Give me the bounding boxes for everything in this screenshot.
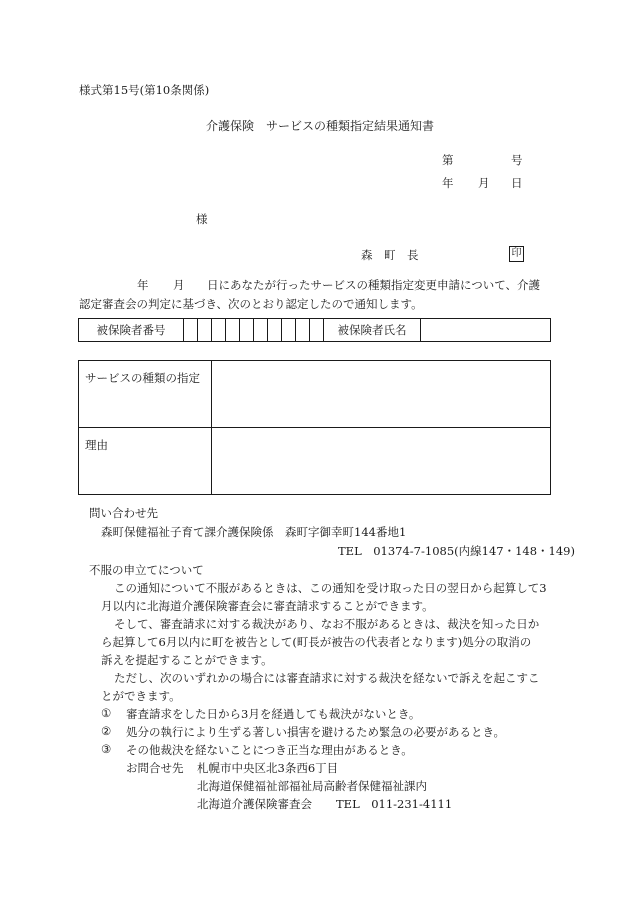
- contact-tel: TEL 011-231-4111: [336, 797, 453, 811]
- appeal-item-text: 処分の執行により生ずる著しい損害を避けるため緊急の必要があるとき。: [126, 725, 506, 739]
- digit-cell[interactable]: [254, 319, 268, 342]
- body-month: 月: [173, 278, 185, 292]
- issuer: 森 町 長: [361, 248, 419, 262]
- appeal-item-mark: ②: [101, 724, 112, 738]
- contact-council: 北海道介護保険審査会: [197, 797, 312, 811]
- inquiry-tel: TEL 01374-7-1085(内線147・148・149): [338, 544, 575, 558]
- insured-name-label: 被保険者氏名: [324, 319, 421, 342]
- appeal-heading: 不服の申立てについて: [89, 563, 204, 577]
- body-line-1: 日にあなたが行ったサービスの種類指定変更申請について、介護: [207, 278, 541, 292]
- inquiry-heading: 問い合わせ先: [89, 506, 158, 520]
- body-line-2: 認定審査会の判定に基づき、次のとおり認定したので通知します。: [79, 297, 423, 311]
- appeal-paragraph-2-line: そして、審査請求に対する裁決があり、なお不服があるときは、裁決を知った日か: [114, 617, 540, 631]
- insured-name-value[interactable]: [421, 319, 551, 342]
- date-day: 日: [511, 176, 523, 190]
- appeal-item-text: 審査請求をした日から3月を経過しても裁決がないとき。: [126, 707, 421, 721]
- digit-cell[interactable]: [240, 319, 254, 342]
- digit-cell[interactable]: [310, 319, 324, 342]
- contact-address: 札幌市中央区北3条西6丁目: [197, 761, 339, 775]
- digit-cell[interactable]: [198, 319, 212, 342]
- appeal-paragraph-2-line: 訴えを提起することができます。: [101, 653, 273, 667]
- appeal-item-mark: ③: [101, 742, 112, 756]
- service-type-label: サービスの種類の指定: [79, 361, 212, 428]
- addressee-suffix: 様: [196, 212, 208, 226]
- digit-cell[interactable]: [184, 319, 198, 342]
- contact-label: お問合せ先: [126, 761, 184, 775]
- service-table: [78, 360, 551, 495]
- insured-id-table: [78, 318, 551, 342]
- contact-department: 北海道保健福祉部福祉局高齢者保健福祉課内: [197, 779, 427, 793]
- seal-mark: 印: [509, 246, 524, 262]
- digit-cell[interactable]: [296, 319, 310, 342]
- appeal-paragraph-3-line: とができます。: [101, 689, 181, 703]
- date-month: 月: [478, 176, 490, 190]
- digit-cell[interactable]: [282, 319, 296, 342]
- appeal-paragraph-1-line: 月以内に北海道介護保険審査会に審査請求することができます。: [101, 599, 434, 613]
- appeal-item-mark: ①: [101, 706, 112, 720]
- date-year: 年: [442, 176, 454, 190]
- inquiry-department: 森町保健福祉子育て課介護保険係 森町字御幸町144番地1: [101, 525, 407, 539]
- service-type-value[interactable]: [212, 361, 551, 428]
- appeal-paragraph-2-line: ら起算して6月以内に町を被告として(町長が被告の代表者となります)処分の取消の: [101, 635, 532, 649]
- digit-cell[interactable]: [226, 319, 240, 342]
- insured-number-label: 被保険者番号: [79, 319, 184, 342]
- digit-cell[interactable]: [268, 319, 282, 342]
- digit-cell[interactable]: [212, 319, 226, 342]
- number-dai: 第: [442, 153, 454, 167]
- reason-label: 理由: [79, 428, 212, 495]
- appeal-paragraph-3-line: ただし、次のいずれかの場合には審査請求に対する裁決を経ないで訴えを起こすこ: [114, 671, 540, 685]
- number-go: 号: [511, 153, 523, 167]
- reason-value[interactable]: [212, 428, 551, 495]
- document-title: 介護保険 サービスの種類指定結果通知書: [206, 119, 435, 133]
- appeal-item-text: その他裁決を経ないことにつき正当な理由があるとき。: [126, 743, 413, 757]
- form-number: 様式第15号(第10条関係): [79, 83, 210, 97]
- body-year: 年: [137, 278, 149, 292]
- appeal-paragraph-1-line: この通知について不服があるときは、この通知を受け取った日の翌日から起算して3: [114, 581, 547, 595]
